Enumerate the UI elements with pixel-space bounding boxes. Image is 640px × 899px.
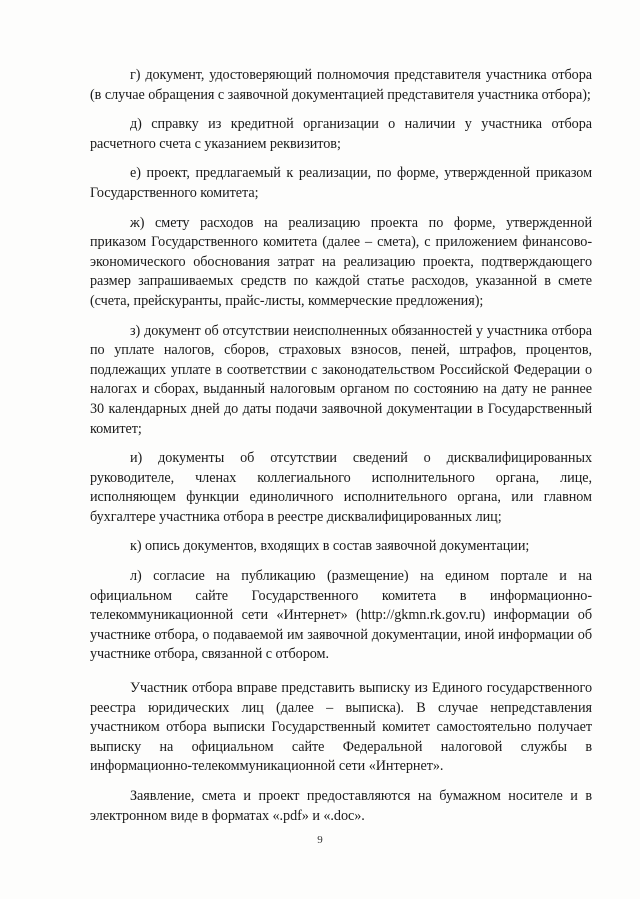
body-text bbox=[90, 66, 592, 836]
item-l-paragraph: л) согласие на публикацию (размещение) на едином портале и на официальном сайте Государственного комитета в информационно-телекоммуникационной сети «Интернет» (http://gkmn.rk.gov.ru) информации об участнике отбора, о подаваемой им заявочной документации, иной информации об участнике отбора, связанной с отбором. bbox=[90, 568, 592, 663]
item-d-paragraph: д) справку из кредитной организации о наличии у участника отбора расчетного счета с указанием реквизитов; bbox=[90, 116, 592, 152]
item-g-paragraph: г) документ, удостоверяющий полномочия представителя участника отбора (в случае обращения с заявочной документацией представителя участника отбора); bbox=[90, 67, 592, 103]
page-number: 9 bbox=[317, 834, 323, 846]
item-i-paragraph: и) документы об отсутствии сведений о дисквалифицированных руководителе, членах коллегиального исполнительного органа, лице, исполняющем функции единоличного исполнительного органа, или главном бухгалтере участника отбора в реестре дисквалифицированных лиц; bbox=[90, 450, 592, 525]
extract-paragraph: Участник отбора вправе представить выписку из Единого государственного реестра юридических лиц (далее – выписка). В случае непредставления участником отбора выписки Государственный комитет самостоятельно получает выписку на официальном сайте Федеральной налоговой службы в информационно-телекоммуникационной сети «Интернет». bbox=[90, 680, 592, 775]
submission-format-paragraph: Заявление, смета и проект предоставляются на бумажном носителе и в электронном виде в форматах «.pdf» и «.doc». bbox=[90, 788, 592, 824]
item-k-paragraph: к) опись документов, входящих в состав заявочной документации; bbox=[130, 538, 530, 555]
item-zh-paragraph: ж) смету расходов на реализацию проекта по форме, утвержденной приказом Государственного комитета (далее – смета), с приложением финансово-экономического обоснования затрат на реализацию проекта, подтверждающего размер запрашиваемых средств по каждой статье расходов, указанной в смете (счета, прейскуранты, прайс-листы, коммерческие предложения); bbox=[90, 214, 592, 309]
item-z-paragraph: з) документ об отсутствии неисполненных обязанностей у участника отбора по уплате налогов, сборов, страховых взносов, пеней, штрафов, процентов, подлежащих уплате в соответствии с законодательством Российской Федерации о налогах и сборах, выданный налоговым органом по состоянию на дату не раннее 30 календарных дней до даты подачи заявочной документации в Государственный комитет; bbox=[90, 322, 592, 437]
item-e-paragraph: е) проект, предлагаемый к реализации, по форме, утвержденной приказом Государственного комитета; bbox=[90, 165, 592, 201]
